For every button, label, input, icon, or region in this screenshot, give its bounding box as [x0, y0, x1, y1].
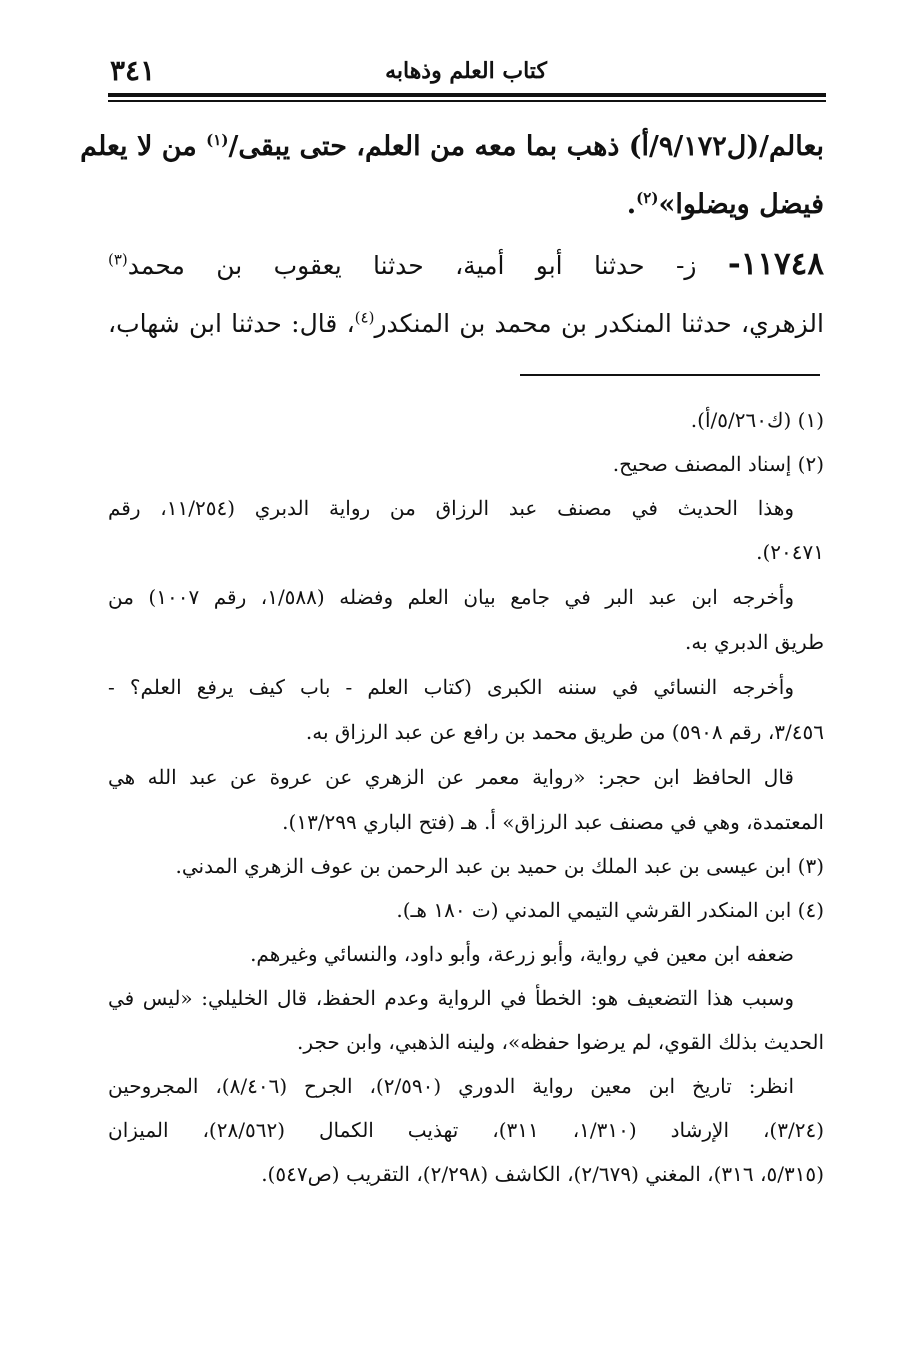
footnote-3: (٣) ابن عيسى بن عبد الملك بن حميد بن عبد الرحمن بن عوف الزهري المدني. [175, 854, 824, 878]
footnote-2: (٢) إسناد المصنف صحيح. [612, 452, 824, 476]
footnote-2-line: طريق الدبري به. [685, 630, 824, 654]
footnote-4: (٤) ابن المنكدر القرشي التيمي المدني (ت ١٨٠ هـ). [396, 898, 824, 922]
text-segment: من لا يعلم [80, 131, 207, 162]
main-line-1 [80, 118, 824, 176]
running-header [108, 54, 824, 92]
main-text [80, 118, 824, 354]
footnote-4-line: (٣/٢٤)، الإرشاد (١/٣١٠، ٣١١)، تهذيب الكمال (٢٨/٥٦٢)، الميزان [108, 1118, 825, 1142]
text-segment: . [626, 189, 637, 220]
footnote-ref: (٣) [108, 250, 128, 269]
footnote-4-line: (٥/٣١٥، ٣١٦)، المغني (٢/٦٧٩)، الكاشف (٢/٢٩٨)، التقريب (ص٥٤٧). [261, 1162, 824, 1186]
chapter-title: كتاب العلم وذهابه [385, 58, 547, 84]
footnote-4-line: وسبب هذا التضعيف هو: الخطأ في الرواية وعدم الحفظ، قال الخليلي: «ليس في [108, 986, 794, 1010]
footnotes [108, 398, 824, 1196]
footnote-2-line: وأخرجه النسائي في سننه الكبرى (كتاب العلم - باب كيف يرفع العلم؟ - [108, 675, 794, 699]
main-line-2 [108, 176, 824, 234]
footnote-ref: (١) [206, 131, 229, 149]
main-line-3 [108, 234, 824, 294]
footnote-4-line: الحديث بذلك القوي، لم يرضوا حفظه»، ولينه الذهبي، وابن حجر. [297, 1030, 824, 1054]
header-rule-thick [108, 93, 826, 97]
header-rule-thin [108, 100, 826, 102]
page-number: ٣٤١ [110, 54, 156, 87]
footnote-2-line: قال الحافظ ابن حجر: «رواية معمر عن الزهري عن عروة عن عبد الله هي [108, 765, 794, 789]
text-segment: فيضل ويضلوا» [658, 189, 824, 220]
footnote-2-line: المعتمدة، وهي في مصنف عبد الرزاق» أ. هـ (فتح الباري ١٣/٢٩٩). [282, 810, 824, 834]
footnote-ref: (٢) [636, 189, 659, 207]
text-segment: بعالم/(ل٩/١٧٢/أ) ذهب بما معه من العلم، حتى يبقى/ [228, 131, 824, 162]
text-segment: ز- حدثنا أبو أمية، حدثنا يعقوب بن محمد [127, 251, 728, 280]
footnote-1: (١) (ك٥/٢٦٠/أ). [690, 408, 824, 432]
text-segment: ، قال: حدثنا ابن شهاب، [108, 309, 355, 338]
footnote-2-line: ٢٠٤٧١). [756, 540, 824, 564]
main-line-4 [108, 294, 824, 354]
footnote-2-line: وهذا الحديث في مصنف عبد الرزاق من رواية الدبري (١١/٢٥٤، رقم [108, 496, 794, 520]
footnote-2-line: وأخرجه ابن عبد البر في جامع بيان العلم وفضله (١/٥٨٨، رقم ١٠٠٧) من [108, 585, 794, 609]
footnote-2-line: ٣/٤٥٦، رقم ٥٩٠٨) من طريق محمد بن رافع عن عبد الرزاق به. [305, 720, 824, 744]
footnote-ref: (٤) [354, 308, 375, 327]
footnote-separator [520, 374, 820, 376]
footnote-4-line: ضعفه ابن معين في رواية، وأبو زرعة، وأبو داود، والنسائي وغيرهم. [250, 942, 794, 966]
text-segment: الزهري، حدثنا المنكدر بن محمد بن المنكدر [374, 309, 824, 338]
footnote-4-line: انظر: تاريخ ابن معين رواية الدوري (٢/٥٩٠)، الجرح (٨/٤٠٦)، المجروحين [108, 1074, 794, 1098]
hadith-number: ١١٧٤٨- [727, 246, 824, 282]
